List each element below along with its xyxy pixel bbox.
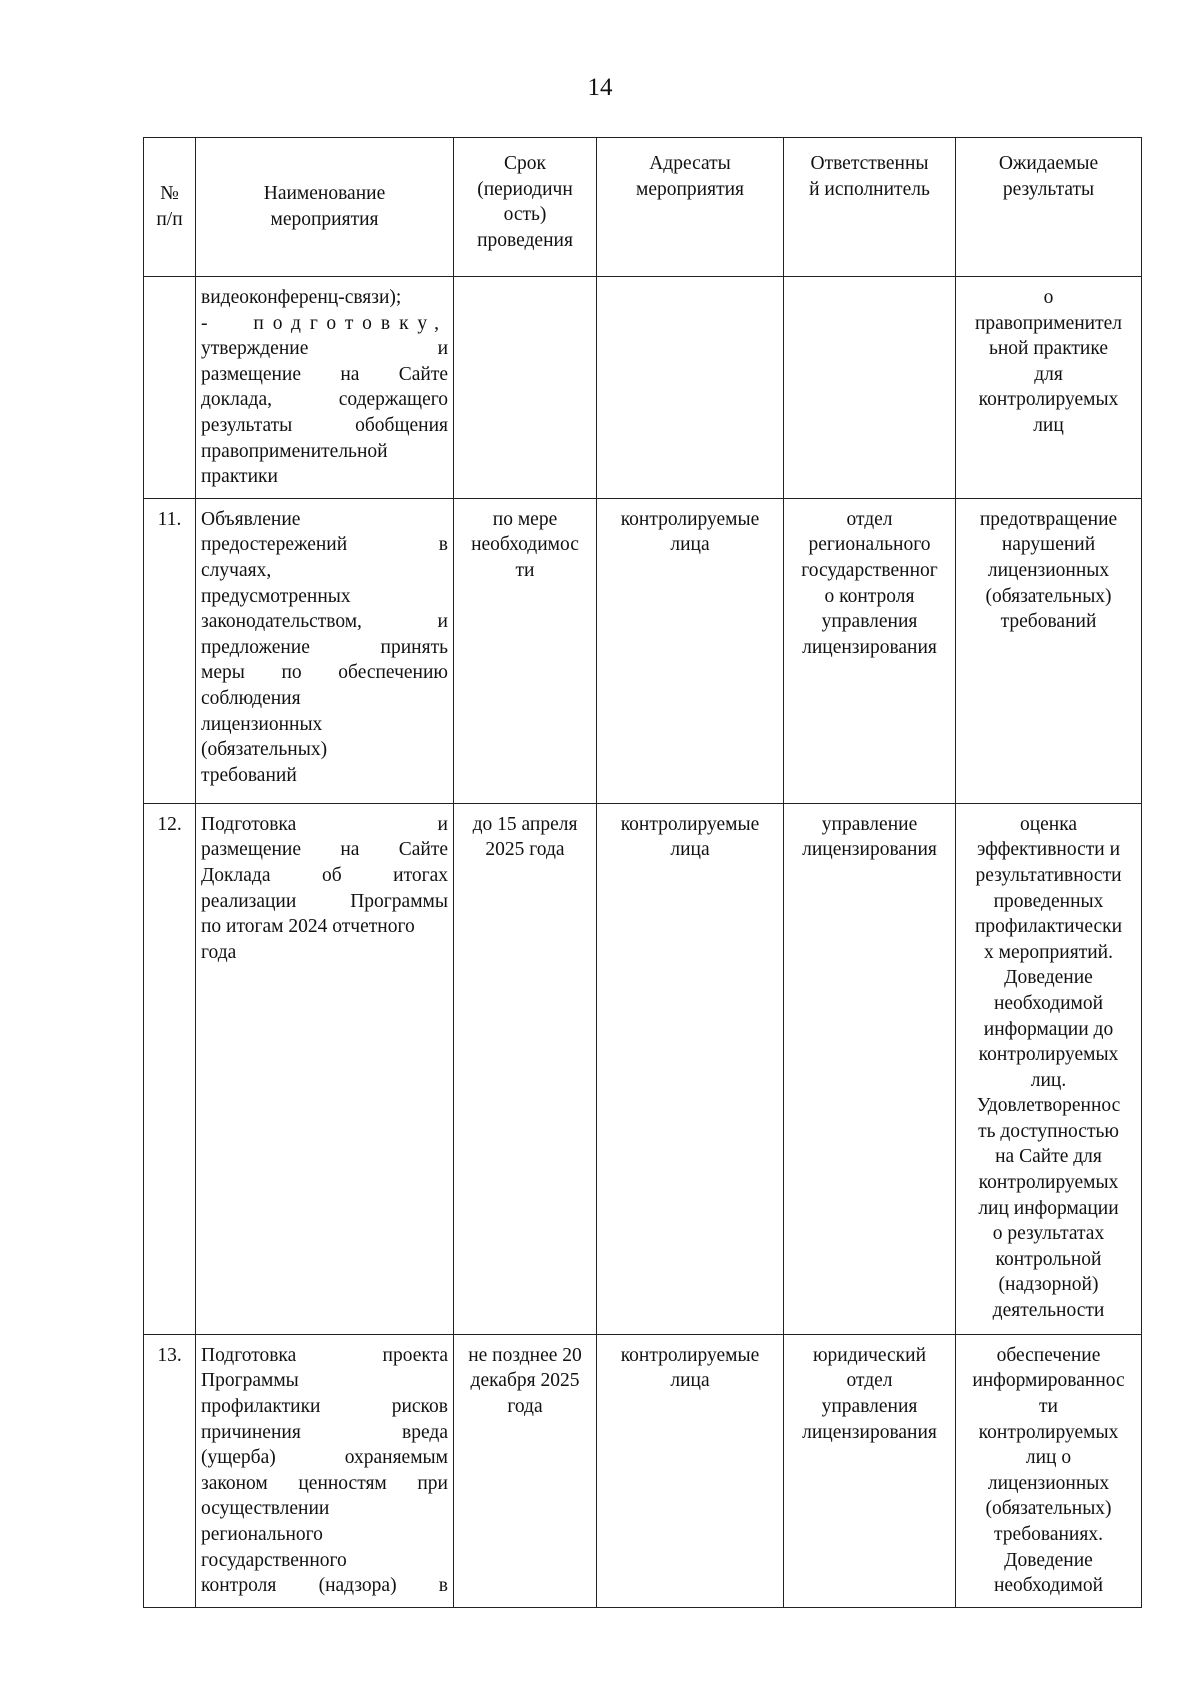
cell-line: ьной практике — [988, 338, 1109, 360]
cell-line: управления — [821, 611, 918, 633]
cell-line: по итогам 2024 отчетного — [201, 916, 415, 938]
activity-name — [196, 1334, 454, 1607]
cell-line: о — [1043, 287, 1054, 308]
cell-line: результаты обобщения — [201, 414, 448, 436]
cell-line: необходимой — [993, 992, 1104, 1014]
cell-line: необходимос — [471, 534, 579, 556]
activity-recipients — [597, 498, 784, 803]
cell-line: предусмотренных — [201, 585, 351, 607]
cell-line: лицензионных — [987, 1472, 1110, 1494]
cell-line: лиц информации — [978, 1197, 1119, 1219]
activity-results — [956, 803, 1142, 1334]
header-recipients — [597, 138, 784, 277]
cell-line: нарушений — [1001, 534, 1096, 556]
activity-name — [196, 803, 454, 1334]
activity-term — [454, 498, 597, 803]
cell-line: предложение принять — [201, 636, 448, 658]
activities-table — [143, 137, 1142, 1608]
cell-line: по мере — [492, 508, 558, 530]
cell-line: правоприменительной — [201, 440, 388, 462]
cell-line: для — [1034, 363, 1063, 385]
cell-line: предостережений в — [201, 534, 448, 556]
cell-line: Доведение — [1004, 1549, 1093, 1571]
header-responsible — [784, 138, 956, 277]
cell-line: Удовлетвореннос — [976, 1095, 1121, 1117]
cell-line: управления — [821, 1395, 918, 1417]
header-term — [454, 138, 597, 277]
cell-line: о результатах — [992, 1223, 1105, 1245]
cell-line: юридический — [812, 1344, 927, 1366]
header-line: Адресаты — [649, 153, 731, 174]
cell-line: проведенных — [993, 890, 1104, 912]
cell-line: (обязательных) — [985, 585, 1112, 607]
cell-line: соблюдения — [201, 687, 301, 709]
cell-line: декабря 2025 — [470, 1370, 580, 1392]
cell-line: Доклада об итогах — [201, 864, 448, 886]
cell-line: меры по обеспечению — [201, 662, 448, 684]
cell-line: - подготовку, — [201, 312, 448, 334]
cell-line: отдел — [846, 1370, 893, 1392]
activity-results — [956, 1334, 1142, 1607]
cell-line: деятельности — [992, 1300, 1105, 1322]
header-name — [196, 138, 454, 277]
cell-line: о контроля — [824, 585, 915, 607]
header-line: Ответственны — [810, 153, 929, 174]
cell-line: управление — [821, 813, 918, 835]
cell-line: причинения вреда — [201, 1421, 448, 1443]
activity-responsible — [784, 1334, 956, 1607]
cell-line: не позднее 20 — [468, 1344, 582, 1366]
cell-line: Подготовка и — [201, 813, 448, 835]
header-line: мероприятия — [635, 178, 744, 200]
cell-line: Подготовка проекта — [201, 1344, 448, 1366]
cell-line: 2025 года — [485, 839, 565, 861]
cell-line: ти — [1039, 1395, 1058, 1417]
row-number: 12. — [144, 803, 196, 1334]
cell-line: ти — [515, 559, 535, 581]
cell-line: (ущерба) охраняемым — [201, 1447, 448, 1469]
header-line: п/п — [156, 209, 183, 230]
row-number: 13. — [144, 1334, 196, 1607]
cell-line: лицензионных — [987, 559, 1110, 581]
activity-responsible — [784, 803, 956, 1334]
activity-recipients — [597, 277, 784, 499]
cell-line: требований — [1000, 611, 1097, 633]
cell-line: требованиях. — [994, 1523, 1103, 1545]
cell-line: предотвращение — [979, 508, 1118, 530]
cell-line: Доведение — [1004, 967, 1093, 989]
header-line: Наименование — [263, 183, 386, 205]
cell-line: законодательством, и — [201, 611, 448, 633]
cell-line: на Сайте для — [995, 1146, 1102, 1168]
cell-line: контролируемые — [620, 508, 760, 530]
cell-line: осуществлении — [201, 1498, 330, 1520]
header-line: ость) — [503, 204, 547, 226]
activity-term — [454, 1334, 597, 1607]
cell-line: случаях, — [201, 559, 272, 581]
cell-line: лицензирования — [802, 839, 937, 861]
table-body — [144, 277, 1142, 1608]
cell-line: Программы — [201, 1370, 299, 1392]
cell-line: государственного — [201, 1549, 347, 1571]
cell-line: лиц о — [1025, 1447, 1072, 1469]
cell-line: правоприменител — [974, 312, 1123, 334]
cell-line: контроля (надзора) в — [201, 1575, 448, 1597]
table-row — [144, 1334, 1142, 1607]
cell-line: лицензионных — [201, 713, 323, 735]
cell-line: государственног — [801, 559, 938, 581]
cell-line: необходимой — [993, 1575, 1104, 1597]
cell-line: лица — [670, 839, 710, 861]
cell-line: х мероприятий. — [984, 941, 1113, 963]
cell-line: Объявление — [201, 508, 301, 530]
header-line: (периодичн — [477, 178, 573, 200]
activity-results — [956, 498, 1142, 803]
cell-line: размещение на Сайте — [201, 839, 448, 861]
cell-line: реализации Программы — [201, 890, 448, 912]
cell-line: лиц. — [1030, 1069, 1067, 1091]
row-number: 11. — [144, 498, 196, 803]
cell-line: лица — [670, 1370, 710, 1392]
activity-term — [454, 803, 597, 1334]
cell-line: профилактики рисков — [201, 1395, 448, 1417]
header-results — [956, 138, 1142, 277]
page-number: 14 — [587, 74, 613, 101]
cell-line: требований — [201, 764, 297, 786]
cell-line: (обязательных) — [201, 739, 328, 761]
cell-line: до 15 апреля — [472, 813, 578, 835]
header-line: Срок — [504, 153, 546, 174]
header-line: результаты — [1002, 178, 1095, 200]
header-line: мероприятия — [270, 209, 379, 230]
cell-line: контролируемых — [978, 389, 1119, 411]
cell-line: контрольной — [995, 1248, 1102, 1270]
cell-line: результативности — [975, 864, 1122, 886]
cell-line: контролируемые — [620, 813, 760, 835]
cell-line: видеоконференц-связи); — [201, 287, 402, 308]
cell-line: ть доступностью — [978, 1120, 1119, 1142]
cell-line: контролируемые — [620, 1344, 760, 1366]
activity-recipients — [597, 1334, 784, 1607]
activity-name — [196, 277, 454, 499]
cell-line: регионального — [808, 534, 931, 556]
cell-line: лицензирования — [802, 1421, 937, 1443]
header-num — [144, 138, 196, 277]
header-line: Ожидаемые — [998, 153, 1099, 174]
activity-responsible — [784, 498, 956, 803]
table-header-row — [144, 138, 1142, 277]
cell-line: лица — [670, 534, 710, 556]
table-row — [144, 498, 1142, 803]
cell-line: контролируемых — [978, 1044, 1119, 1066]
activity-responsible — [784, 277, 956, 499]
activity-results — [956, 277, 1142, 499]
cell-line: законом ценностям при — [201, 1472, 448, 1494]
cell-line: утверждение и — [201, 338, 448, 360]
header-line: № — [160, 183, 179, 205]
activity-term — [454, 277, 597, 499]
cell-line: (надзорной) — [998, 1274, 1099, 1296]
cell-line: регионального — [201, 1523, 323, 1545]
cell-line: практики — [201, 466, 278, 488]
cell-line: отдел — [846, 508, 893, 530]
cell-line: лиц — [1033, 414, 1064, 436]
cell-line: информации до — [983, 1018, 1114, 1040]
cell-line: размещение на Сайте — [201, 363, 448, 385]
activity-recipients — [597, 803, 784, 1334]
cell-line: года — [201, 941, 237, 963]
header-line: проведения — [477, 229, 573, 251]
cell-line: профилактически — [974, 916, 1123, 938]
cell-line: контролируемых — [978, 1421, 1119, 1443]
table-row — [144, 803, 1142, 1334]
cell-line: эффективности и — [976, 839, 1121, 861]
cell-line: контролируемых — [978, 1172, 1119, 1194]
row-number — [144, 277, 196, 499]
cell-line: года — [507, 1395, 543, 1417]
activity-name — [196, 498, 454, 803]
cell-line: обеспечение — [996, 1344, 1101, 1366]
cell-line: (обязательных) — [985, 1498, 1112, 1520]
cell-line: оценка — [1019, 813, 1078, 835]
cell-line: лицензирования — [802, 636, 937, 658]
table-row — [144, 277, 1142, 499]
header-line: й исполнитель — [809, 178, 930, 200]
cell-line: доклада, содержащего — [201, 389, 448, 411]
cell-line: информированнос — [972, 1370, 1125, 1392]
